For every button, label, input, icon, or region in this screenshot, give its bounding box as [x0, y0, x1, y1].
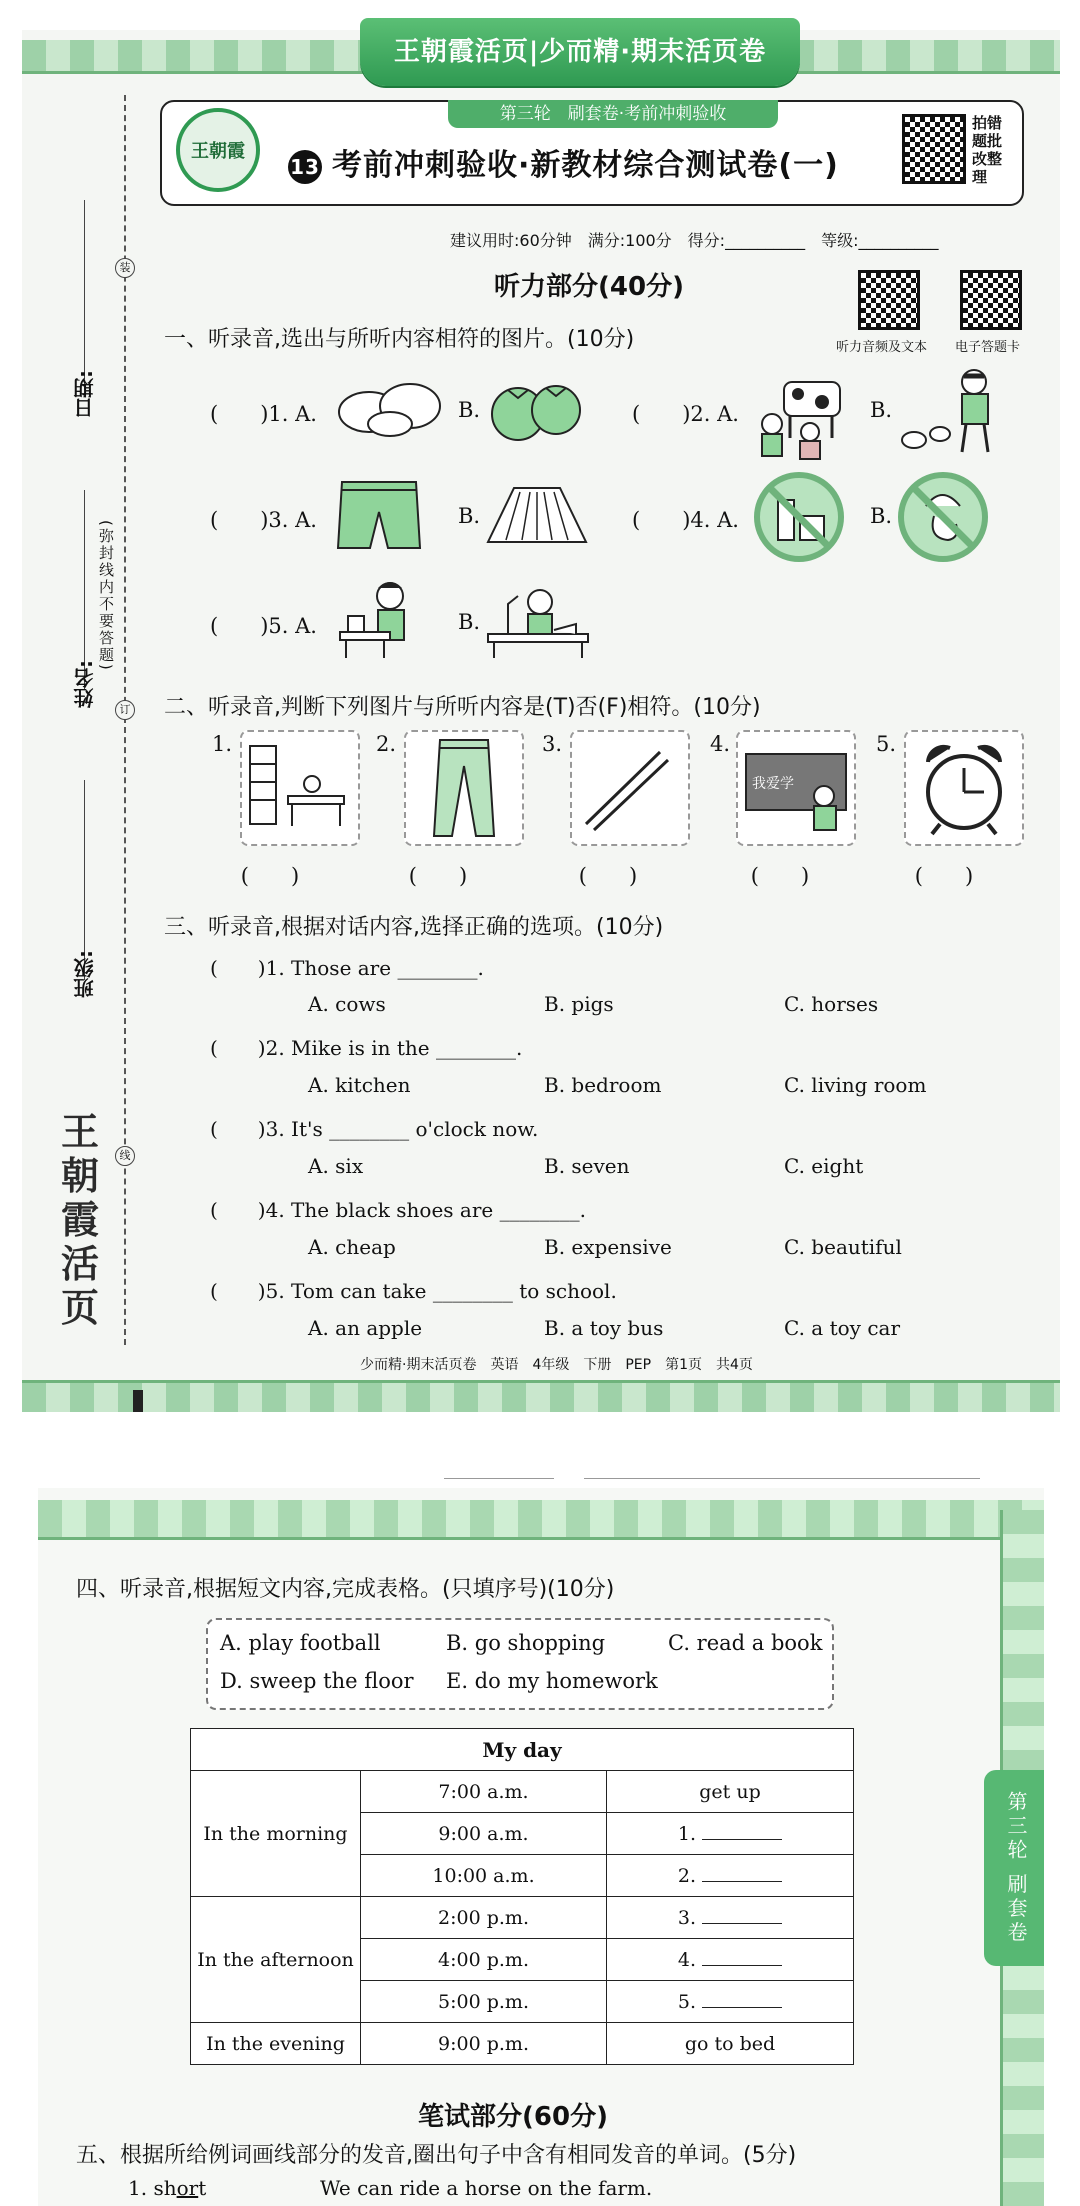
- shorts-icon: [336, 476, 422, 554]
- word-part: t: [198, 2176, 207, 2200]
- part5-heading: 五、根据所给例词画线部分的发音,圈出句子中含有相同发音的单词。(5分): [76, 2143, 797, 2168]
- potatoes-icon: [334, 376, 444, 438]
- qr-code-icon[interactable]: [960, 270, 1022, 330]
- time-cell: 2:00 p.m.: [361, 1897, 607, 1939]
- part3-question-1: ( )1. Those are ________.: [210, 956, 484, 980]
- alarm-clock-icon: [906, 732, 1022, 844]
- period-cell: In the morning: [191, 1771, 361, 1897]
- part3-heading: 三、听录音,根据对话内容,选择正确的选项。(10分): [164, 915, 664, 940]
- option-b: B. go shopping: [446, 1631, 606, 1655]
- part1-item4-b-label: B.: [870, 504, 893, 528]
- underlined-sound: or: [176, 2176, 199, 2200]
- part2-picture-2: [404, 730, 524, 846]
- part3-option[interactable]: B. a toy bus: [544, 1316, 664, 1340]
- part2-num-3: 3.: [542, 732, 563, 756]
- blackboard-icon: [738, 732, 854, 844]
- part1-item4-a-label: ( )4. A.: [632, 508, 739, 532]
- part3-option[interactable]: B. bedroom: [544, 1073, 662, 1097]
- part1-item3-b-label: B.: [458, 504, 481, 528]
- time-cell: 9:00 p.m.: [361, 2023, 607, 2065]
- part1-item5-a-label: ( )5. A.: [210, 614, 317, 638]
- qr-code-icon[interactable]: [858, 270, 920, 330]
- date-label: 日期:: [73, 370, 97, 418]
- side-tab: 第三轮 刷套卷: [984, 1770, 1044, 1966]
- word-part: sh: [153, 2176, 177, 2200]
- part2-num-2: 2.: [376, 732, 397, 756]
- seal-circle: 订: [115, 700, 135, 720]
- page-edge-line: [444, 1478, 554, 1479]
- table-row: [191, 2023, 854, 2065]
- boy-at-desk-icon: [484, 576, 594, 660]
- date-line: [84, 200, 85, 390]
- answer-cell[interactable]: [607, 1939, 854, 1981]
- part1-heading: 一、听录音,选出与所听内容相符的图片。(10分): [164, 327, 635, 352]
- seal-note: (弥封线内不要答题): [97, 520, 115, 672]
- part3-option[interactable]: A. six: [308, 1154, 364, 1178]
- time-cell: 9:00 a.m.: [361, 1813, 607, 1855]
- option-a: A. play football: [220, 1631, 381, 1655]
- part3-option[interactable]: A. an apple: [308, 1316, 423, 1340]
- part3-option[interactable]: A. cheap: [308, 1235, 396, 1259]
- answer-blank[interactable]: [702, 1948, 782, 1966]
- answer-blank[interactable]: ( ): [914, 864, 974, 888]
- part2-picture-5: [904, 730, 1024, 846]
- score-meta: 建议用时:60分钟 满分:100分 得分:__________ 等级:__________: [450, 231, 939, 250]
- period-cell: In the evening: [191, 2023, 361, 2065]
- pants-icon: [406, 732, 522, 844]
- publisher-logo: [176, 108, 260, 192]
- qr-card-label: 电子答题卡: [955, 340, 1021, 355]
- answer-blank[interactable]: [702, 1990, 782, 2008]
- blank-number: 5.: [677, 1991, 697, 2013]
- part1-item2-a-label: ( )2. A.: [632, 402, 739, 426]
- answer-cell[interactable]: [607, 1897, 854, 1939]
- page-gap: [0, 1412, 1080, 1468]
- part2-num-1: 1.: [212, 732, 233, 756]
- library-icon: [242, 732, 358, 844]
- boy-washing-icon: [334, 576, 424, 662]
- name-label: 姓名:: [73, 660, 97, 708]
- time-cell: 5:00 p.m.: [361, 1981, 607, 2023]
- answer-cell[interactable]: [607, 1981, 854, 2023]
- part1-item1-a-label: ( )1. A.: [210, 402, 317, 426]
- page-edge-line: [584, 1478, 980, 1479]
- blank-number: 4.: [677, 1949, 697, 1971]
- answer-blank[interactable]: ( ): [408, 864, 468, 888]
- answer-blank[interactable]: [702, 1822, 782, 1840]
- part3-question-5: ( )5. Tom can take ________ to school.: [210, 1279, 617, 1303]
- period-cell: In the afternoon: [191, 1897, 361, 2023]
- part1-item5-b-label: B.: [458, 610, 481, 634]
- no-littering-sign-icon: [896, 470, 990, 564]
- skirt-icon: [484, 484, 590, 548]
- activity-cell: go to bed: [607, 2023, 854, 2065]
- blank-number: 1.: [677, 1823, 697, 1845]
- title-text: 考前冲刺验收·新教材综合测试卷(一): [332, 148, 839, 183]
- part2-picture-4: [736, 730, 856, 846]
- part5-sentence[interactable]: We can ride a horse on the farm.: [320, 2176, 653, 2200]
- seal-circle: 装: [115, 258, 135, 278]
- brand-vertical: 王朝霞活页: [60, 1109, 99, 1330]
- time-cell: 4:00 p.m.: [361, 1939, 607, 1981]
- page-footer: 少而精·期末活页卷 英语 4年级 下册 PEP 第1页 共4页: [360, 1357, 753, 1373]
- part3-option[interactable]: B. pigs: [544, 992, 614, 1016]
- part3-question-3: ( )3. It's ________ o'clock now.: [210, 1117, 539, 1141]
- part2-picture-1: [240, 730, 360, 846]
- part3-option[interactable]: A. cows: [308, 992, 386, 1016]
- answer-blank[interactable]: ( ): [578, 864, 638, 888]
- part1-item2-b-label: B.: [870, 398, 893, 422]
- answer-blank[interactable]: [702, 1864, 782, 1882]
- tomatoes-icon: [486, 374, 586, 444]
- part3-option[interactable]: C. living room: [784, 1073, 927, 1097]
- part3-option[interactable]: B. expensive: [544, 1235, 672, 1259]
- activity-cell: get up: [607, 1771, 854, 1813]
- time-cell: 10:00 a.m.: [361, 1855, 607, 1897]
- part3-option[interactable]: C. beautiful: [784, 1235, 902, 1259]
- answer-blank[interactable]: [702, 1906, 782, 1924]
- option-c: C. read a book: [668, 1631, 823, 1655]
- part3-option[interactable]: C. eight: [784, 1154, 864, 1178]
- blackboard-text: 我爱学: [752, 776, 794, 792]
- seal-circle: 线: [115, 1146, 135, 1166]
- part1-item1-b-label: B.: [458, 398, 481, 422]
- answer-blank[interactable]: ( ): [750, 864, 810, 888]
- part3-question-4: ( )4. The black shoes are ________.: [210, 1198, 586, 1222]
- option-d: D. sweep the floor: [220, 1669, 414, 1693]
- part2-num-5: 5.: [876, 732, 897, 756]
- part2-heading: 二、听录音,判断下列图片与所听内容是(T)否(F)相符。(10分): [164, 695, 761, 720]
- bottom-border-decoration: [22, 1380, 1060, 1412]
- top-border-decoration: [38, 1500, 1044, 1540]
- logo-text: 王朝霞: [191, 141, 245, 162]
- answer-blank[interactable]: ( ): [240, 864, 300, 888]
- item-number: 1.: [128, 2176, 148, 2200]
- chopsticks-icon: [572, 732, 688, 844]
- top-banner: 王朝霞活页|少而精·期末活页卷: [360, 18, 800, 86]
- kids-with-cow-icon: [754, 362, 848, 462]
- part3-option[interactable]: C. horses: [784, 992, 879, 1016]
- binding-mark: [133, 1390, 143, 1412]
- part2-num-4: 4.: [710, 732, 731, 756]
- blank-number: 3.: [677, 1907, 697, 1929]
- blank-number: 2.: [677, 1865, 697, 1887]
- part2-picture-3: [570, 730, 690, 846]
- part1-item3-a-label: ( )3. A.: [210, 508, 317, 532]
- listening-title: 听力部分(40分): [494, 272, 684, 302]
- table-row: [191, 1771, 854, 1813]
- table-row: [191, 1897, 854, 1939]
- no-drinking-sign-icon: [752, 470, 846, 564]
- part4-heading: 四、听录音,根据短文内容,完成表格。(只填序号)(10分): [76, 1577, 615, 1602]
- qr-code-icon[interactable]: [902, 114, 966, 184]
- answer-cell[interactable]: [607, 1813, 854, 1855]
- boy-feeding-chickens-icon: [894, 364, 1004, 460]
- part3-option[interactable]: B. seven: [544, 1154, 630, 1178]
- my-day-table: [190, 1728, 854, 2065]
- part3-option[interactable]: C. a toy car: [784, 1316, 901, 1340]
- class-label: 班级:: [73, 950, 97, 998]
- writing-title: 笔试部分(60分): [418, 2102, 608, 2132]
- answer-cell[interactable]: [607, 1855, 854, 1897]
- table-title: My day: [191, 1729, 854, 1771]
- subbanner: 第三轮 刷套卷·考前冲刺验收: [448, 100, 778, 128]
- qr-audio-label: 听力音频及文本: [836, 340, 928, 355]
- part3-option[interactable]: A. kitchen: [308, 1073, 411, 1097]
- option-e: E. do my homework: [446, 1669, 658, 1693]
- part5-example-word: [128, 2176, 206, 2200]
- time-cell: 7:00 a.m.: [361, 1771, 607, 1813]
- test-number: 13: [288, 150, 322, 184]
- part3-question-2: ( )2. Mike is in the ________.: [210, 1036, 523, 1060]
- qr-caption: 拍错题批改整理: [972, 114, 1003, 186]
- page-title: [288, 140, 839, 184]
